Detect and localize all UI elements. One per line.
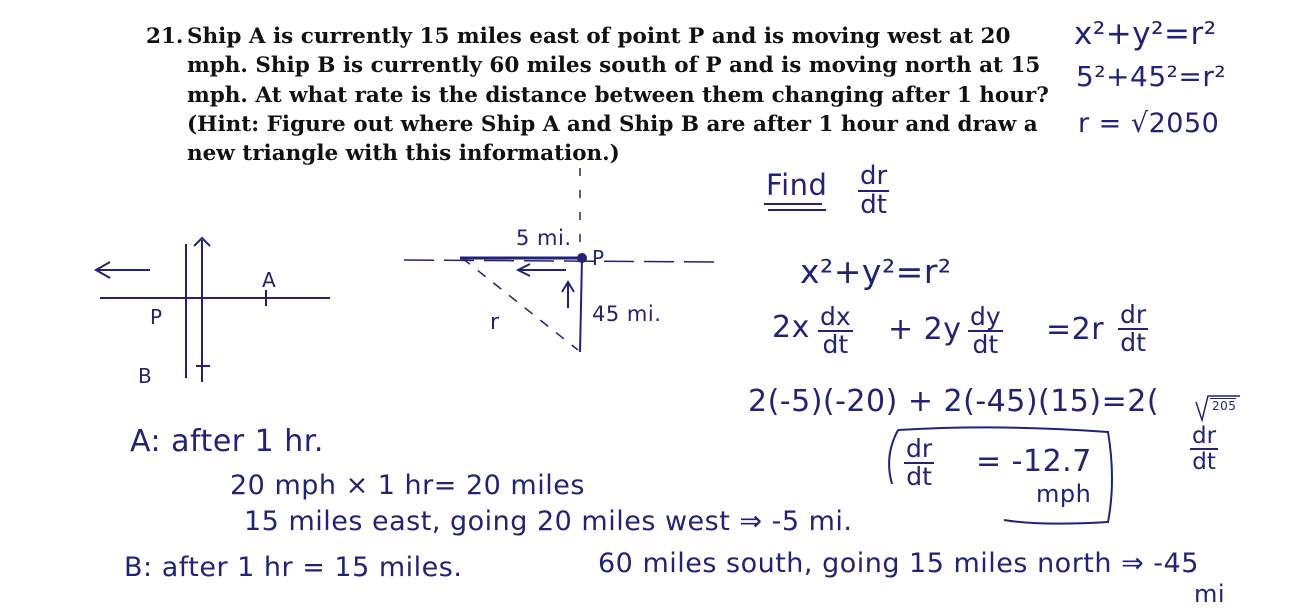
left-diagram-label-b: B: [138, 364, 153, 388]
work-a-line-2: 15 miles east, going 20 miles west ⇒ -5 mi.: [244, 506, 853, 537]
find-numerator: dr: [860, 161, 888, 191]
eq2-dy: dy: [970, 302, 1001, 331]
right-horizontal-axis: [404, 260, 720, 262]
find-label: Find: [766, 168, 828, 202]
side-frac-bottom: dt: [1192, 449, 1216, 476]
answer-numerator: dr: [906, 434, 933, 463]
work-b-line-1: B: after 1 hr = 15 miles.: [124, 552, 463, 583]
answer-value: = -12.7: [976, 444, 1092, 479]
eq2-dr: dr: [1120, 300, 1147, 329]
eq2-dt-3: dt: [1120, 328, 1146, 358]
equation-substitution: 2(-5)(-20) + 2(-45)(15)=2(: [748, 384, 1160, 419]
left-diagram-label-p: P: [150, 305, 163, 329]
eq2-dx: dx: [820, 302, 851, 331]
side-frac-top: dr: [1192, 423, 1217, 449]
right-diagram-side-label: 45 mi.: [592, 302, 662, 326]
substitution-root-sign: [1196, 396, 1240, 420]
right-diagram-hyp-label: r: [490, 310, 500, 335]
work-a-line-1: 20 mph × 1 hr= 20 miles: [230, 470, 585, 501]
side-work-line-2: 5²+45²=r²: [1076, 60, 1227, 93]
problem-statement: Ship A is currently 15 miles east of point P and is moving west at 20 mph. Ship B is currently 60 miles south of P and is moving north at 15 mph. At what rate is the distance between them changing after 1 hour? (Hint: Figure out where Ship A and Ship B are after 1 hour and draw a new triangle with this information.): [187, 24, 1049, 167]
eq2-dt-2: dt: [972, 330, 999, 360]
find-denominator: dt: [860, 190, 887, 221]
right-vertical-side: [580, 258, 582, 352]
answer-unit: mph: [1036, 480, 1092, 508]
right-point-p: [577, 253, 587, 263]
right-diagram-p-label: P: [592, 246, 605, 270]
eq2-term-2y: + 2y: [888, 312, 962, 347]
problem-number: 21.: [146, 24, 184, 49]
left-diagram-label-a: A: [262, 268, 277, 292]
answer-box: [889, 427, 1112, 523]
equation-substitution-root: 205: [1212, 399, 1237, 413]
side-work-line-1: x²+y²=r²: [1074, 16, 1217, 52]
equation-pythagorean: x²+y²=r²: [800, 252, 952, 291]
side-work-line-3: r = √2050: [1078, 108, 1220, 139]
eq2-dt-1: dt: [822, 330, 849, 360]
work-b-line-2: 60 miles south, going 15 miles north ⇒ -45: [598, 548, 1199, 579]
work-b-unit: mi: [1194, 580, 1226, 608]
answer-denominator: dt: [906, 462, 932, 492]
eq2-term-2r: =2r: [1046, 312, 1105, 347]
eq2-term-2x: 2x: [772, 310, 810, 345]
right-diagram-top-label: 5 mi.: [516, 226, 572, 250]
work-a-title: A: after 1 hr.: [130, 424, 324, 459]
